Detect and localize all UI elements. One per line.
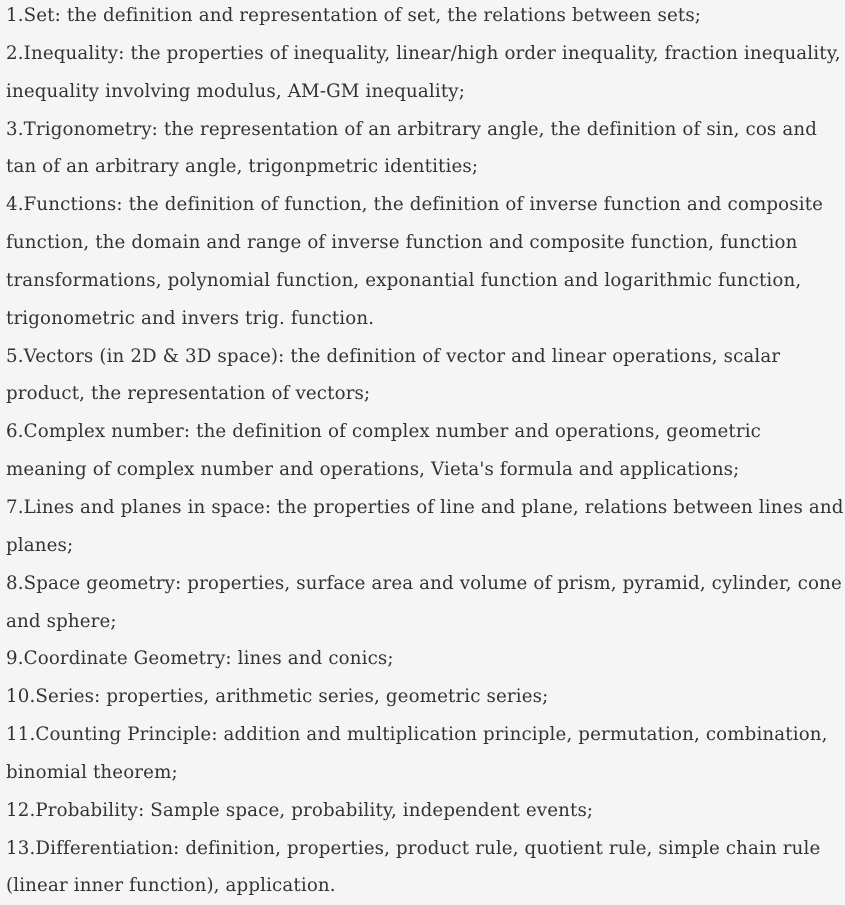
topic-vectors: 5.Vectors (in 2D & 3D space): the definition of vector and linear operations, scalar product, the representation of vectors; [6, 345, 781, 405]
syllabus-topic-list [6, 0, 845, 905]
topic-differentiation: 13.Differentiation: definition, properties, product rule, quotient rule, simple chain rule (linear inner function), application. [6, 837, 821, 897]
topic-probability: 12.Probability: Sample space, probability, independent events; [6, 799, 594, 821]
topic-series: 10.Series: properties, arithmetic series, geometric series; [6, 686, 549, 708]
topic-coordinate-geometry: 9.Coordinate Geometry: lines and conics; [6, 648, 394, 670]
topic-inequality: 2.Inequality: the properties of inequality, linear/high order inequality, fraction inequality, inequality involving modulus, AM-GM inequality; [6, 42, 841, 102]
topic-functions: 4.Functions: the definition of function, the definition of inverse function and composite function, the domain and range of inverse function and composite function, function transformations, polynomial function, exponantial function and logarithmic function, trigonometric and invers trig. function. [6, 194, 824, 329]
topic-space-geometry: 8.Space geometry: properties, surface area and volume of prism, pyramid, cylinder, cone and sphere; [6, 572, 842, 632]
topic-set: 1.Set: the definition and representation of set, the relations between sets; [6, 5, 702, 26]
topic-lines-and-planes: 7.Lines and planes in space: the properties of line and plane, relations between lines and planes; [6, 496, 844, 556]
topic-complex-number: 6.Complex number: the definition of complex number and operations, geometric meaning of complex number and operations, Vieta's formula and applications; [6, 421, 762, 481]
topic-trigonometry: 3.Trigonometry: the representation of an arbitrary angle, the definition of sin, cos and tan of an arbitrary angle, trigonpmetric identities; [6, 118, 817, 178]
topic-counting-principle: 11.Counting Principle: addition and multiplication principle, permutation, combination, binomial theorem; [6, 724, 828, 783]
